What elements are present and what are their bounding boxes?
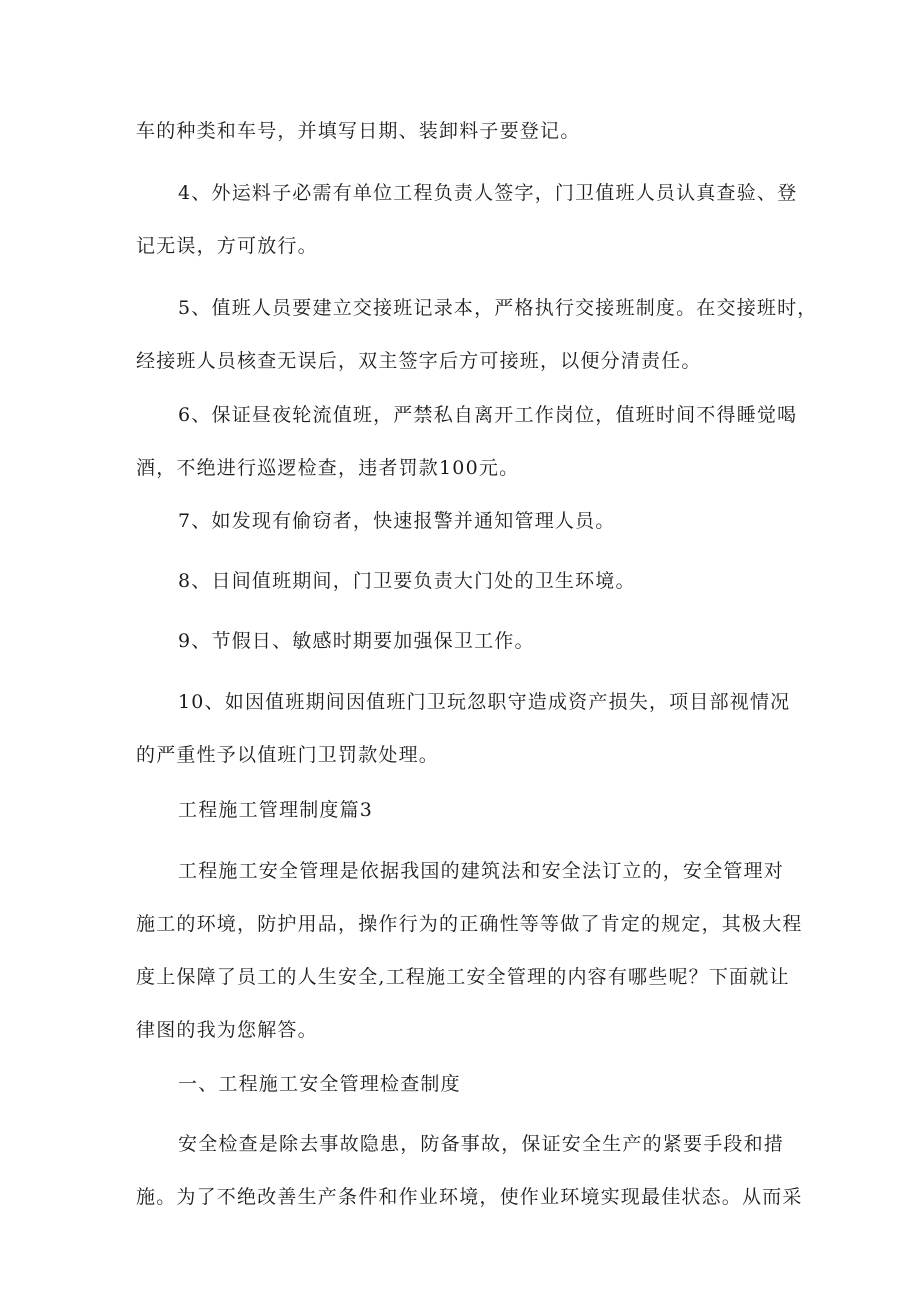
text-line: 8、日间值班期间，门卫要负责大门处的卫生环境。 — [178, 570, 636, 592]
text-line: 施工的环境，防护用品，操作行为的正确性等等做了肯定的规定，其极大程 — [136, 913, 803, 935]
paragraph-inspection — [136, 1118, 803, 1224]
text-line: 酒，不绝进行巡逻检查，违者罚款100元。 — [136, 457, 520, 479]
text-line: 9、节假日、敏感时期要加强保卫工作。 — [178, 630, 535, 652]
text-line: 工程施工安全管理是依据我国的建筑法和安全法订立的，安全管理对 — [178, 860, 785, 882]
text-line: 5、值班人员要建立交接班记录本，严格执行交接班制度。在交接班时， — [178, 297, 818, 319]
paragraph-item-7 — [136, 495, 791, 548]
text-line: 的严重性予以值班门卫罚款处理。 — [136, 744, 440, 766]
paragraph-intro — [136, 845, 803, 1057]
text-line: 律图的我为您解答。 — [136, 1019, 318, 1041]
paragraph-item-10 — [136, 676, 791, 782]
text-line: 度上保障了员工的人生安全,工程施工安全管理的内容有哪些呢？下面就让 — [136, 966, 790, 988]
section-heading — [136, 784, 791, 837]
text-line: 10、如因值班期间因值班门卫玩忽职守造成资产损失，项目部视情况 — [178, 691, 791, 713]
heading-text: 工程施工管理制度篇3 — [178, 799, 374, 821]
paragraph-item-6 — [136, 389, 798, 495]
text-line: 经接班人员核查无误后，双主签字后方可接班，以便分清责任。 — [136, 350, 702, 372]
text-line: 7、如发现有偷窃者，快速报警并通知管理人员。 — [178, 510, 616, 532]
paragraph-item-9 — [136, 615, 791, 668]
text-line: 记无误，方可放行。 — [136, 235, 318, 257]
heading-text: 一、工程施工安全管理检查制度 — [178, 1073, 461, 1095]
text-line: 4、外运料子必需有单位工程负责人签字，门卫值班人员认真查验、登 — [178, 182, 798, 204]
paragraph-continuation — [136, 105, 791, 158]
paragraph-item-8 — [136, 555, 791, 608]
text-line: 6、保证昼夜轮流值班，严禁私自离开工作岗位，值班时间不得睡觉喝 — [178, 404, 798, 426]
paragraph-item-5 — [136, 282, 818, 388]
text-line: 安全检查是除去事故隐患，防备事故，保证安全生产的紧要手段和措 — [178, 1133, 785, 1155]
text-line: 施。为了不绝改善生产条件和作业环境，使作业环境实现最佳状态。从而采 — [136, 1186, 803, 1208]
paragraph-item-4 — [136, 167, 798, 273]
subsection-heading — [136, 1058, 791, 1111]
text-line: 车的种类和车号，并填写日期、装卸料子要登记。 — [136, 120, 581, 142]
